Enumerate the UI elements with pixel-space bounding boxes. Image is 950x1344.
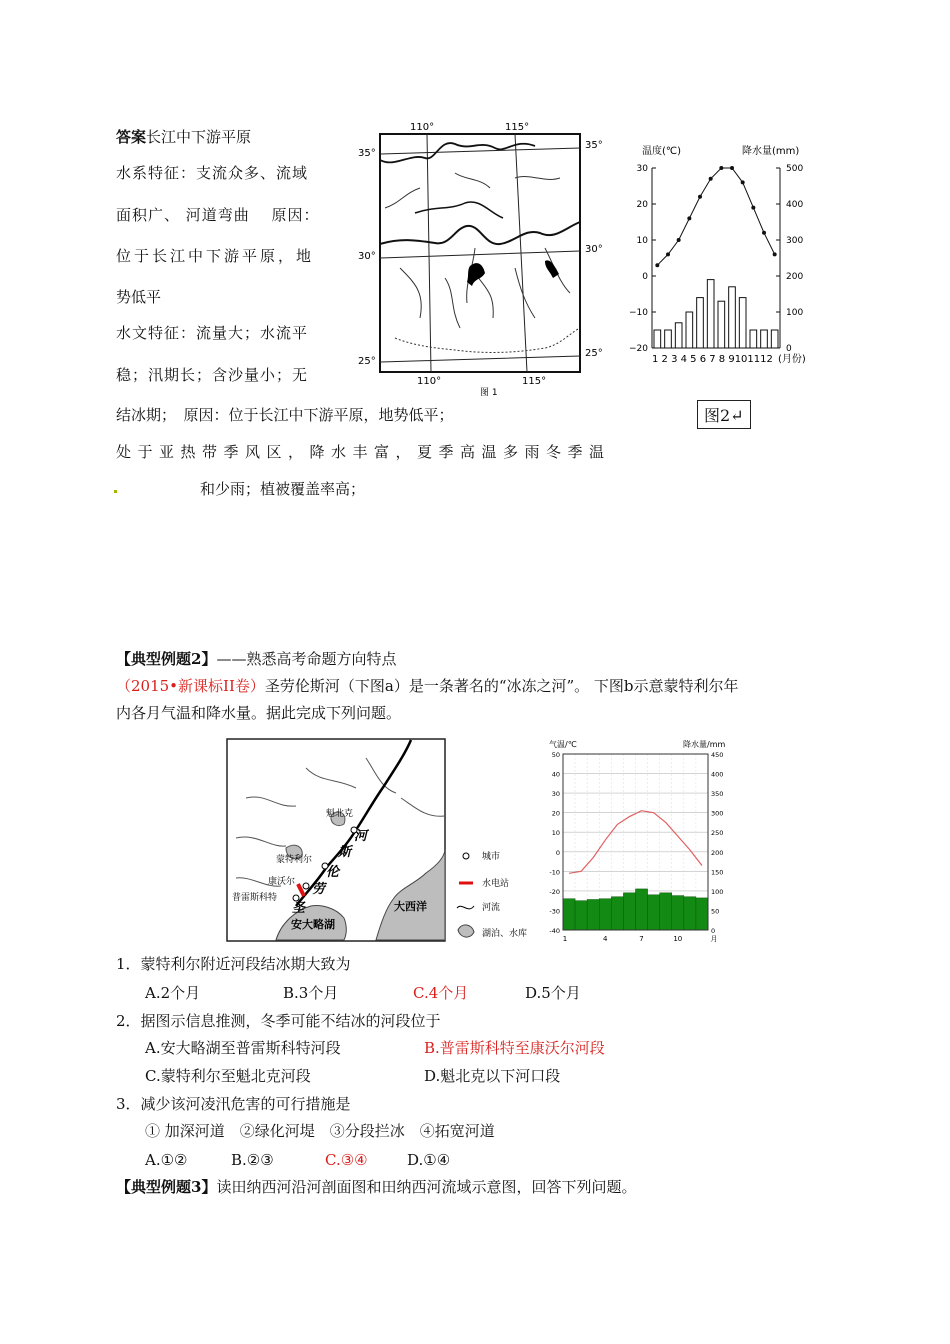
answer-line: 结冰期； 原因：位于长江中下游平原，地势低平； <box>116 406 454 424</box>
answer-line: 位于长江中下游平原，地 <box>116 247 315 265</box>
precip-bar-1 <box>654 330 661 348</box>
map1-lon-top-115: 115° <box>505 122 530 133</box>
chart1-right-tick: 0 <box>786 344 792 354</box>
river-char-4: 劳 <box>312 882 326 897</box>
answer-line: 处于亚热带季风区，降水丰富，夏季高温多雨冬季温 <box>116 443 611 461</box>
label-prescott: 普雷斯科特 <box>232 893 278 903</box>
chart2-left-tick: 40 <box>551 770 560 779</box>
precip-bar-5 <box>611 897 623 930</box>
label-cornwall: 康沃尔 <box>268 877 296 887</box>
example2-label: 【典型例题2】 <box>116 650 217 668</box>
city-cornwall <box>303 883 309 889</box>
chart2-right-tick: 350 <box>711 790 724 799</box>
precip-bar-7 <box>718 301 725 348</box>
precip-bar-11 <box>761 330 768 348</box>
question-2-stem: 2．据图示信息推测，冬季可能不结冰的河段位于 <box>116 1012 441 1030</box>
chart2-temp-label: 气温/℃ <box>549 740 577 749</box>
map1-lat-left-35: 35° <box>358 148 376 159</box>
example2-heading <box>116 649 396 669</box>
chart2-right-tick: 400 <box>711 770 724 779</box>
precip-bar-2 <box>665 330 672 348</box>
chart2-left-tick: -30 <box>549 907 560 916</box>
chart2-x-tick: 月 <box>710 935 718 943</box>
map1-lon-bottom-115: 115° <box>522 376 547 387</box>
temp-point-6 <box>709 177 713 181</box>
precip-bar-4 <box>599 899 611 930</box>
chart2-x-tick: 4 <box>603 935 608 943</box>
question-3-stem: 3．减少该河凌汛危害的可行措施是 <box>116 1095 351 1113</box>
precip-bar-6 <box>707 280 714 348</box>
q2-option-c: C.蒙特利尔至魁北克河段 <box>145 1067 311 1085</box>
label-quebec: 魁北克 <box>326 809 354 819</box>
temp-point-10 <box>751 206 755 210</box>
temp-point-2 <box>666 252 670 256</box>
chart2-x-ticks <box>563 935 718 943</box>
temp-point-1 <box>655 263 659 267</box>
legend-lake-icon <box>458 925 474 937</box>
precip-bar-12 <box>696 898 708 930</box>
precip-bar-10 <box>672 896 684 930</box>
legend-lake: 湖泊、水库 <box>482 929 528 939</box>
map1-lat-right-30: 30° <box>585 244 603 255</box>
chart2-right-tick: 450 <box>711 751 724 759</box>
chart1-right-tick: 400 <box>786 200 804 210</box>
chart2-right-tick: 200 <box>711 848 724 857</box>
map1-lat-right-35: 35° <box>585 140 603 151</box>
figure2-caption: 图2↵ <box>697 400 751 429</box>
example3-line <box>116 1177 636 1197</box>
answer-line: 水文特征：流量大；水流平 <box>116 324 309 342</box>
chart1-temp-points <box>655 166 776 267</box>
q3-option-b: B.②③ <box>231 1151 274 1169</box>
question-1-stem: 1．蒙特利尔附近河段结冰期大致为 <box>116 955 351 973</box>
answer-line: 和少雨；植被覆盖率高； <box>200 480 366 498</box>
q2-option-b: B.普雷斯科特至康沃尔河段 <box>424 1039 605 1057</box>
chart1-right-tick: 200 <box>786 272 804 282</box>
chart1-right-tick: 300 <box>786 236 804 246</box>
chart2-left-ticks <box>549 751 560 935</box>
chart1-bars <box>654 280 778 348</box>
precip-bar-8 <box>648 895 660 930</box>
temp-point-7 <box>719 166 723 170</box>
example2-label-tail: ——熟悉高考命题方向特点 <box>216 650 397 668</box>
precip-bar-11 <box>684 897 696 930</box>
chart1-left-tick: −10 <box>629 308 648 318</box>
temp-point-11 <box>762 231 766 235</box>
temp-point-12 <box>773 252 777 256</box>
example2-stem2: 内各月气温和降水量。据此完成下列问题。 <box>116 704 402 722</box>
river-char-3: 伦 <box>326 865 340 880</box>
precip-bar-1 <box>563 899 575 930</box>
chart1-left-tick: −20 <box>629 344 648 354</box>
precip-bar-9 <box>739 298 746 348</box>
chart1-left-tick: 30 <box>636 164 648 174</box>
map-2-st-lawrence <box>226 738 538 944</box>
chart1-precip-label: 降水量(mm) <box>742 146 800 157</box>
precip-bar-3 <box>587 899 599 930</box>
answer-label: 答案 <box>116 128 147 146</box>
chart2-right-tick: 100 <box>711 887 724 896</box>
q3-option-c: C.③④ <box>325 1151 368 1169</box>
chart2-right-ticks <box>711 751 723 935</box>
legend-city-icon <box>463 853 469 859</box>
example3-text: 读田纳西河沿河剖面图和田纳西河流域示意图，回答下列问题。 <box>216 1178 637 1196</box>
chart2-x-tick: 10 <box>673 935 683 943</box>
example3-label: 【典型例题3】 <box>116 1178 217 1196</box>
precip-bar-7 <box>636 889 648 930</box>
map-1 <box>355 118 615 408</box>
example2-source: （2015•新课标II卷） <box>116 677 265 695</box>
precip-bar-9 <box>660 893 672 930</box>
precip-bar-3 <box>675 323 682 348</box>
chart2-left-tick: 20 <box>551 809 560 818</box>
map1-caption: 图 1 <box>480 388 498 398</box>
climate-chart-2 <box>545 738 730 948</box>
chart2-bars <box>563 889 708 930</box>
answer-heading <box>116 127 251 147</box>
map1-lon-bottom-110: 110° <box>417 376 442 387</box>
answer-line: 面积广、 河道弯曲 原因： <box>116 206 320 224</box>
precip-bar-6 <box>623 893 635 930</box>
q1-option-c: C.4个月 <box>413 984 469 1002</box>
chart2-left-tick: -20 <box>549 887 560 896</box>
map1-lon-top-110: 110° <box>410 122 435 133</box>
legend-river: 河流 <box>482 903 501 913</box>
chart1-month-labels: 1 2 3 4 5 6 7 8 9101112 <box>652 354 773 365</box>
precip-bar-5 <box>697 298 704 348</box>
answer-line: 稳；汛期长；含沙量小；无 <box>116 366 309 384</box>
river-char-5: 圣 <box>292 901 306 916</box>
answer-line: 水系特征：支流众多、流域 <box>116 164 309 182</box>
chart1-left-tick: 20 <box>636 200 648 210</box>
example2-stem-line1 <box>116 676 739 696</box>
chart1-left-tick: 0 <box>642 272 648 282</box>
chart2-left-tick: -10 <box>549 868 560 877</box>
chart1-temp-label: 温度(℃) <box>642 146 682 157</box>
chart1-right-tick: 100 <box>786 308 804 318</box>
river-char-1: 河 <box>354 829 368 844</box>
climate-chart-1 <box>628 140 828 372</box>
q2-option-a: A.安大略湖至普雷斯科特河段 <box>145 1039 341 1057</box>
chart2-right-tick: 150 <box>711 868 724 877</box>
temp-point-8 <box>730 166 734 170</box>
q2-option-d: D.魁北克以下河口段 <box>424 1067 561 1085</box>
river-char-2: 斯 <box>338 845 352 860</box>
label-lake-ontario: 安大略湖 <box>291 918 335 931</box>
q1-option-a: A.2个月 <box>145 984 201 1002</box>
chart2-precip-label: 降水量/mm <box>683 740 726 749</box>
temp-point-5 <box>698 195 702 199</box>
q1-option-d: D.5个月 <box>525 984 581 1002</box>
chart1-month-unit: (月份) <box>778 354 806 365</box>
chart2-left-tick: 10 <box>551 829 560 838</box>
answer-line: 势低平 <box>116 288 162 306</box>
precip-bar-4 <box>686 312 693 348</box>
map1-lat-left-30: 30° <box>358 251 376 262</box>
answer-title: 长江中下游平原 <box>146 128 252 146</box>
chart2-left-tick: 0 <box>555 848 560 857</box>
precip-bar-10 <box>750 330 757 348</box>
q3-option-a: A.①② <box>145 1151 188 1169</box>
chart1-temp-line <box>657 168 774 265</box>
legend-city: 城市 <box>482 852 501 862</box>
label-montreal: 蒙特利尔 <box>276 855 313 865</box>
label-atlantic: 大西洋 <box>394 900 427 913</box>
yellow-dot <box>114 490 117 493</box>
chart2-right-tick: 300 <box>711 809 724 818</box>
chart2-right-tick: 50 <box>711 907 720 916</box>
chart1-left-tick: 10 <box>636 236 648 246</box>
example2-stem1: 圣劳伦斯河（下图a）是一条著名的“冰冻之河”。 下图b示意蒙特利尔年 <box>264 677 739 695</box>
temp-point-4 <box>687 216 691 220</box>
legend-hydro: 水电站 <box>482 879 510 889</box>
temp-point-9 <box>741 180 745 184</box>
chart1-right-tick: 500 <box>786 164 804 174</box>
chart2-x-tick: 7 <box>639 935 644 943</box>
map1-lat-left-25: 25° <box>358 356 376 367</box>
chart2-right-tick: 250 <box>711 829 724 838</box>
q3-option-d: D.①④ <box>407 1151 451 1169</box>
chart2-right-tick: 0 <box>711 927 716 935</box>
chart2-left-tick: -40 <box>549 927 560 935</box>
chart2-left-tick: 50 <box>551 751 560 759</box>
chart2-x-tick: 1 <box>562 935 568 943</box>
legend-river-icon <box>457 906 474 909</box>
chart2-left-tick: 30 <box>551 790 560 799</box>
precip-bar-8 <box>729 287 736 348</box>
precip-bar-12 <box>771 330 778 348</box>
precip-bar-2 <box>575 901 587 930</box>
map1-lat-right-25: 25° <box>585 348 603 359</box>
q3-items: ① 加深河道 ②绿化河堤 ③分段拦冰 ④拓宽河道 <box>145 1122 495 1140</box>
temp-point-3 <box>677 238 681 242</box>
q1-option-b: B.3个月 <box>283 984 339 1002</box>
